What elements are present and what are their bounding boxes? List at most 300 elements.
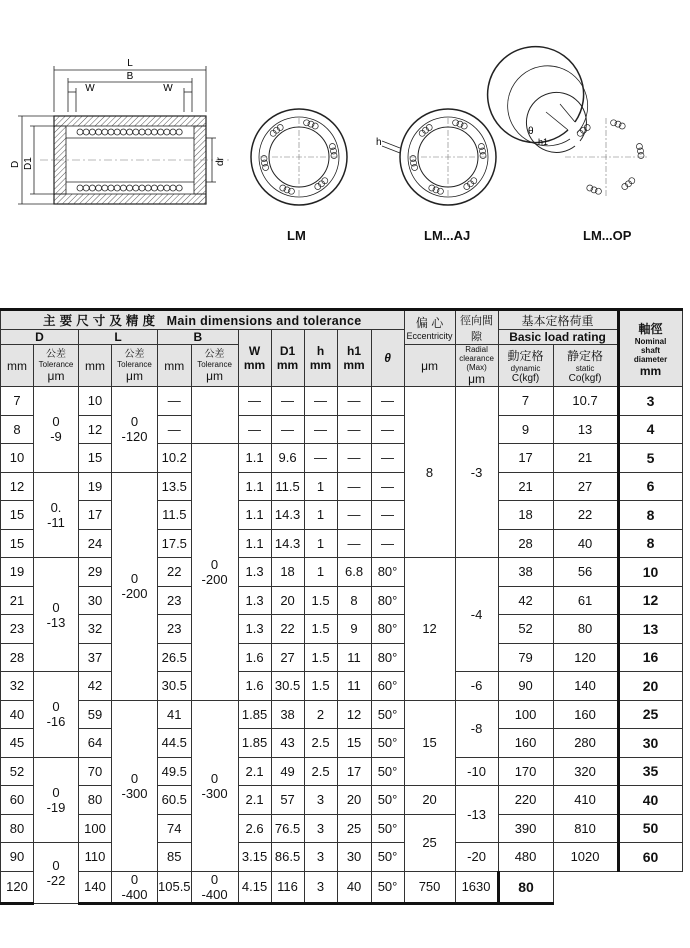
ball-icon — [102, 129, 108, 135]
ball-icon — [151, 129, 157, 135]
cell-B-tol — [191, 387, 238, 444]
cell-L-tol — [112, 387, 158, 473]
cell-D-tol-lower: -13 — [46, 614, 66, 630]
cell-B: 23 — [158, 615, 192, 644]
cell-radial-clearance: -10 — [455, 757, 498, 786]
cell-D: 28 — [1, 643, 34, 672]
cell-d1: 20 — [271, 586, 304, 615]
cell-shaft: 80 — [498, 871, 553, 903]
ball-icon — [176, 129, 182, 135]
cell-L-tol-upper: 0 — [130, 414, 139, 430]
cell-B: 13.5 — [158, 472, 192, 501]
cell-radial-clearance: -20 — [455, 843, 498, 872]
cell-D: 40 — [1, 700, 34, 729]
cell-D: 19 — [1, 558, 34, 587]
cell-L-tol-lower: -400 — [121, 886, 148, 902]
cell-shaft: 4 — [618, 415, 682, 444]
cell-h1: 20 — [337, 786, 371, 815]
cell-shaft: 10 — [618, 558, 682, 587]
cell-B-tol-lower: -300 — [201, 785, 228, 801]
cell-h1: 30 — [337, 843, 371, 872]
cell-D-tol-upper: 0 — [52, 414, 60, 430]
cell-L: 24 — [79, 529, 112, 558]
cell-theta: 80° — [371, 558, 404, 587]
lm-op-end-view — [488, 47, 648, 196]
col-h-header: h mm — [304, 330, 337, 387]
cell-B: 44.5 — [158, 729, 192, 758]
cell-dynamic: 9 — [498, 415, 553, 444]
table-row — [1, 387, 683, 416]
table-row — [1, 586, 683, 615]
cell-dynamic: 28 — [498, 529, 553, 558]
col-D-header: D — [1, 330, 79, 345]
ball-icon — [437, 188, 443, 194]
cell-D: 15 — [1, 529, 34, 558]
title-cell — [1, 310, 405, 330]
cell-D-tol — [34, 387, 79, 473]
cell-eccentricity: 12 — [404, 558, 455, 701]
ball-icon — [133, 129, 139, 135]
cell-D: 12 — [1, 472, 34, 501]
cell-B-tol-upper: 0 — [210, 770, 219, 786]
cell-dynamic: 170 — [498, 757, 553, 786]
table-row — [1, 814, 683, 843]
cell-L: 19 — [79, 472, 112, 501]
load-cn: 基本定格荷重 — [521, 313, 594, 328]
cell-eccentricity: 15 — [404, 700, 455, 786]
ball-icon — [595, 188, 601, 194]
ball-icon — [120, 185, 126, 191]
cell-w: 4.15 — [238, 871, 271, 903]
ball-icon — [410, 156, 416, 162]
cell-D-tol-lower: -11 — [47, 514, 65, 530]
cell-theta: 50° — [371, 843, 404, 872]
cell-h: 1.5 — [304, 672, 337, 701]
cell-B: 105.5 — [158, 871, 192, 903]
cell-B-tol — [191, 871, 238, 903]
cell-L: 17 — [79, 501, 112, 530]
table-row — [1, 672, 683, 701]
ball-icon — [263, 165, 269, 171]
load-rating-en: Basic load rating — [498, 330, 618, 345]
cell-h: 3 — [304, 814, 337, 843]
ball-icon — [83, 129, 89, 135]
cell-L: 64 — [79, 729, 112, 758]
cell-h: — — [304, 444, 337, 473]
cell-h1: 15 — [337, 729, 371, 758]
cell-h1: 6.8 — [337, 558, 371, 587]
dynamic-header: 動定格 dynamic C(kgf) — [498, 345, 553, 387]
cell-D: 15 — [1, 501, 34, 530]
cell-h: 1 — [304, 558, 337, 587]
cell-dynamic: 750 — [404, 871, 455, 903]
cell-B: 26.5 — [158, 643, 192, 672]
cell-h1: 25 — [337, 814, 371, 843]
title-en: Main dimensions and tolerance — [166, 314, 362, 328]
cell-h: 1.5 — [304, 615, 337, 644]
cell-dynamic: 480 — [498, 843, 553, 872]
ball-icon — [261, 156, 267, 162]
cell-w: 1.3 — [238, 558, 271, 587]
cell-B: 49.5 — [158, 757, 192, 786]
L-tol-header: 公差 Tolerance μm — [112, 345, 158, 387]
table-row — [1, 843, 683, 872]
cell-d1: 14.3 — [271, 501, 304, 530]
cell-B: 17.5 — [158, 529, 192, 558]
cell-L: 100 — [79, 814, 112, 843]
cell-D: 10 — [1, 444, 34, 473]
cell-w: 1.6 — [238, 643, 271, 672]
cell-D: 90 — [1, 843, 34, 872]
table-row — [1, 700, 683, 729]
cell-h1: 40 — [337, 871, 371, 903]
table-row — [1, 786, 683, 815]
cell-shaft: 35 — [618, 757, 682, 786]
cell-L: 37 — [79, 643, 112, 672]
cell-h: 3 — [304, 871, 337, 903]
cell-B-tol — [191, 444, 238, 701]
cell-d1: 14.3 — [271, 529, 304, 558]
table-row — [1, 615, 683, 644]
cell-w: 1.1 — [238, 529, 271, 558]
main-dimensions-table — [0, 308, 683, 905]
cell-static: 320 — [553, 757, 618, 786]
ball-icon — [170, 129, 176, 135]
cell-h1: — — [337, 387, 371, 416]
ball-icon — [108, 129, 114, 135]
ball-icon — [304, 120, 310, 126]
ball-icon — [89, 185, 95, 191]
cell-w: 2.1 — [238, 757, 271, 786]
cell-dynamic: 17 — [498, 444, 553, 473]
cell-D-tol — [34, 472, 79, 558]
dim-theta-op: θ — [528, 126, 534, 137]
ball-icon — [96, 129, 102, 135]
cell-h1: — — [337, 529, 371, 558]
B-tol-header: 公差 Tolerance μm — [191, 345, 238, 387]
cell-d1: 57 — [271, 786, 304, 815]
cell-shaft: 13 — [618, 615, 682, 644]
cell-d1: 116 — [271, 871, 304, 903]
cell-D-tol-upper: 0 — [52, 857, 60, 873]
cell-shaft: 8 — [618, 501, 682, 530]
cell-theta: — — [371, 415, 404, 444]
cell-h: 3 — [304, 843, 337, 872]
col-B-header: B — [158, 330, 239, 345]
rad-cn: 徑向間隙 — [460, 314, 494, 343]
radial-clearance-header — [455, 310, 498, 345]
cell-B-tol-lower: -400 — [201, 886, 228, 902]
cell-h1: — — [337, 444, 371, 473]
cell-shaft: 3 — [618, 387, 682, 416]
shaft-en3: diameter — [633, 354, 668, 364]
cell-static: 13 — [553, 415, 618, 444]
cell-shaft: 30 — [618, 729, 682, 758]
table-row — [1, 643, 683, 672]
cell-B-tol-upper: 0 — [210, 871, 219, 887]
cell-d1: 43 — [271, 729, 304, 758]
cell-static: 140 — [553, 672, 618, 701]
dim-L: L — [127, 58, 133, 69]
cell-h: 1 — [304, 501, 337, 530]
cell-theta: 80° — [371, 615, 404, 644]
ecc-en: Eccentricity — [406, 331, 453, 341]
cell-D-tol-lower: -16 — [46, 714, 66, 730]
table-row — [1, 444, 683, 473]
cell-static: 810 — [553, 814, 618, 843]
ball-icon — [158, 129, 164, 135]
cell-d1: 30.5 — [271, 672, 304, 701]
cell-d1: 22 — [271, 615, 304, 644]
ball-icon — [89, 129, 95, 135]
cell-w: 1.6 — [238, 672, 271, 701]
cell-D-tol — [34, 757, 79, 843]
cell-radial-clearance: -4 — [455, 558, 498, 672]
cell-dynamic: 79 — [498, 643, 553, 672]
cell-D-tol-lower: -9 — [50, 429, 62, 445]
ball-icon — [478, 144, 484, 150]
caption-lm: LM — [287, 228, 306, 243]
bearing-side-view — [40, 116, 230, 204]
load-rating-header — [498, 310, 618, 330]
ecc-unit-header: μm — [404, 345, 455, 387]
caption-lm-op: LM...OP — [583, 228, 632, 243]
cell-theta: — — [371, 387, 404, 416]
ball-icon — [638, 153, 644, 159]
cell-d1: 27 — [271, 643, 304, 672]
cell-B: — — [158, 387, 192, 416]
ball-icon — [77, 185, 83, 191]
cell-theta: 50° — [371, 700, 404, 729]
cell-L-tol — [112, 871, 158, 903]
cell-d1: 11.5 — [271, 472, 304, 501]
cell-shaft: 40 — [618, 786, 682, 815]
B-mm-header: mm — [158, 345, 192, 387]
cell-L: 15 — [79, 444, 112, 473]
cell-static: 120 — [553, 643, 618, 672]
cell-w: — — [238, 415, 271, 444]
dim-h-aj: h — [376, 137, 382, 148]
table-row — [1, 472, 683, 501]
cell-radial-clearance: -6 — [455, 672, 498, 701]
ball-icon — [139, 185, 145, 191]
cell-D: 32 — [1, 672, 34, 701]
ball-icon — [96, 185, 102, 191]
dim-B: B — [126, 71, 134, 82]
cell-D: 60 — [1, 786, 34, 815]
cell-d1: 18 — [271, 558, 304, 587]
table-row — [1, 729, 683, 758]
cell-L: 110 — [79, 843, 112, 872]
title-cn: 主 要 尺 寸 及 精 度 — [43, 314, 156, 328]
cell-w: 1.85 — [238, 700, 271, 729]
cell-D-tol-upper: 0 — [52, 784, 60, 800]
cell-d1: — — [271, 415, 304, 444]
cell-h1: 8 — [337, 586, 371, 615]
cell-L-tol — [112, 472, 158, 700]
dim-W-right: W — [163, 83, 173, 94]
table-row — [1, 529, 683, 558]
cell-static: 61 — [553, 586, 618, 615]
cell-B: 41 — [158, 700, 192, 729]
cell-D: 7 — [1, 387, 34, 416]
cell-D-tol-upper: 0. — [50, 499, 62, 515]
lm-aj-end-view — [382, 109, 496, 205]
cell-L-tol-upper: 0 — [130, 571, 139, 586]
cell-h1: — — [337, 415, 371, 444]
cell-L: 70 — [79, 757, 112, 786]
cell-static: 80 — [553, 615, 618, 644]
cell-w: 1.1 — [238, 444, 271, 473]
cell-dynamic: 18 — [498, 501, 553, 530]
cell-w: 2.1 — [238, 786, 271, 815]
cell-radial-clearance: -8 — [455, 700, 498, 757]
D-tol-header: 公差 Tolerance μm — [34, 345, 79, 387]
shaft-cn: 軸徑 — [638, 321, 663, 336]
cell-w: 1.1 — [238, 501, 271, 530]
col-D1-header: D1 mm — [271, 330, 304, 387]
cell-L: 30 — [79, 586, 112, 615]
cell-dynamic: 220 — [498, 786, 553, 815]
cell-theta: — — [371, 472, 404, 501]
cell-theta: 80° — [371, 586, 404, 615]
ball-icon — [170, 185, 176, 191]
col-theta-header: θ — [371, 330, 404, 387]
shaft-unit: mm — [639, 363, 662, 378]
table-row — [1, 757, 683, 786]
cell-B: 23 — [158, 586, 192, 615]
cell-dynamic: 21 — [498, 472, 553, 501]
dim-dr: dr — [215, 157, 226, 166]
cell-dynamic: 7 — [498, 387, 553, 416]
cell-w: 3.15 — [238, 843, 271, 872]
cell-D-tol — [34, 672, 79, 758]
ball-icon — [145, 185, 151, 191]
cell-static: 10.7 — [553, 387, 618, 416]
cell-theta: 80° — [371, 643, 404, 672]
cell-D: 45 — [1, 729, 34, 758]
cell-d1: 76.5 — [271, 814, 304, 843]
cell-h1: 12 — [337, 700, 371, 729]
cell-d1: 9.6 — [271, 444, 304, 473]
ball-icon — [77, 129, 83, 135]
cell-w: 2.6 — [238, 814, 271, 843]
cell-theta: 50° — [371, 786, 404, 815]
cell-w: 1.1 — [238, 472, 271, 501]
ball-icon — [145, 129, 151, 135]
cell-shaft: 60 — [618, 843, 682, 872]
ball-icon — [453, 120, 459, 126]
cell-dynamic: 100 — [498, 700, 553, 729]
cell-B-tol-lower: -200 — [201, 571, 228, 587]
cell-h: 1.5 — [304, 643, 337, 672]
dim-D: D — [10, 160, 21, 168]
ball-icon — [102, 185, 108, 191]
cell-w: 1.85 — [238, 729, 271, 758]
dim-h1-op: h1 — [538, 137, 549, 147]
cell-L: 59 — [79, 700, 112, 729]
cell-static: 22 — [553, 501, 618, 530]
rad-unit-header: Radial clearance (Max) μm — [455, 345, 498, 387]
ball-icon — [164, 185, 170, 191]
ball-icon — [127, 129, 133, 135]
cell-static: 280 — [553, 729, 618, 758]
cell-dynamic: 160 — [498, 729, 553, 758]
cell-h: — — [304, 415, 337, 444]
cell-D-tol-lower: -22 — [46, 872, 66, 888]
cell-radial-clearance: -13 — [455, 786, 498, 843]
ball-icon — [480, 153, 486, 159]
cell-D: 23 — [1, 615, 34, 644]
col-W-header: W mm — [238, 330, 271, 387]
cell-eccentricity: 25 — [404, 814, 455, 871]
cell-D-tol — [34, 843, 79, 904]
ball-icon — [329, 144, 335, 150]
cell-dynamic: 390 — [498, 814, 553, 843]
cell-dynamic: 90 — [498, 672, 553, 701]
cell-d1: — — [271, 387, 304, 416]
cell-h: 1.5 — [304, 586, 337, 615]
cell-L-tol-lower: -120 — [121, 429, 148, 445]
cell-w: 1.3 — [238, 586, 271, 615]
cell-static: 410 — [553, 786, 618, 815]
cell-d1: 86.5 — [271, 843, 304, 872]
cell-D: 80 — [1, 814, 34, 843]
cell-L: 32 — [79, 615, 112, 644]
cell-d1: 38 — [271, 700, 304, 729]
ball-icon — [83, 185, 89, 191]
cell-theta: 50° — [371, 729, 404, 758]
ball-icon — [151, 185, 157, 191]
cell-D-tol-lower: -19 — [46, 799, 66, 815]
cell-h1: 11 — [337, 643, 371, 672]
cell-B-tol — [191, 700, 238, 871]
shaft-header — [618, 310, 682, 387]
cell-h: — — [304, 387, 337, 416]
cell-theta: — — [371, 529, 404, 558]
cell-L: 29 — [79, 558, 112, 587]
ball-icon — [120, 129, 126, 135]
shaft-en1: Nominal — [634, 336, 667, 346]
cell-shaft: 50 — [618, 814, 682, 843]
cell-static: 27 — [553, 472, 618, 501]
caption-lm-aj: LM...AJ — [424, 228, 471, 243]
ball-icon — [127, 185, 133, 191]
cell-shaft: 6 — [618, 472, 682, 501]
cell-static: 1020 — [553, 843, 618, 872]
ball-icon — [133, 185, 139, 191]
ball-icon — [114, 129, 120, 135]
cell-theta: 60° — [371, 672, 404, 701]
cell-B: 85 — [158, 843, 192, 872]
cell-D: 21 — [1, 586, 34, 615]
eccentricity-header — [404, 310, 455, 345]
cell-D: 52 — [1, 757, 34, 786]
cell-B: 30.5 — [158, 672, 192, 701]
cell-shaft: 16 — [618, 643, 682, 672]
cell-B: — — [158, 415, 192, 444]
cell-B: 11.5 — [158, 501, 192, 530]
ball-icon — [114, 185, 120, 191]
cell-shaft: 20 — [618, 672, 682, 701]
cell-L-tol-lower: -300 — [121, 785, 148, 801]
cell-static: 21 — [553, 444, 618, 473]
cell-d1: 49 — [271, 757, 304, 786]
cell-theta: — — [371, 501, 404, 530]
bearing-drawings — [0, 0, 690, 300]
cell-static: 160 — [553, 700, 618, 729]
col-L-header: L — [79, 330, 158, 345]
